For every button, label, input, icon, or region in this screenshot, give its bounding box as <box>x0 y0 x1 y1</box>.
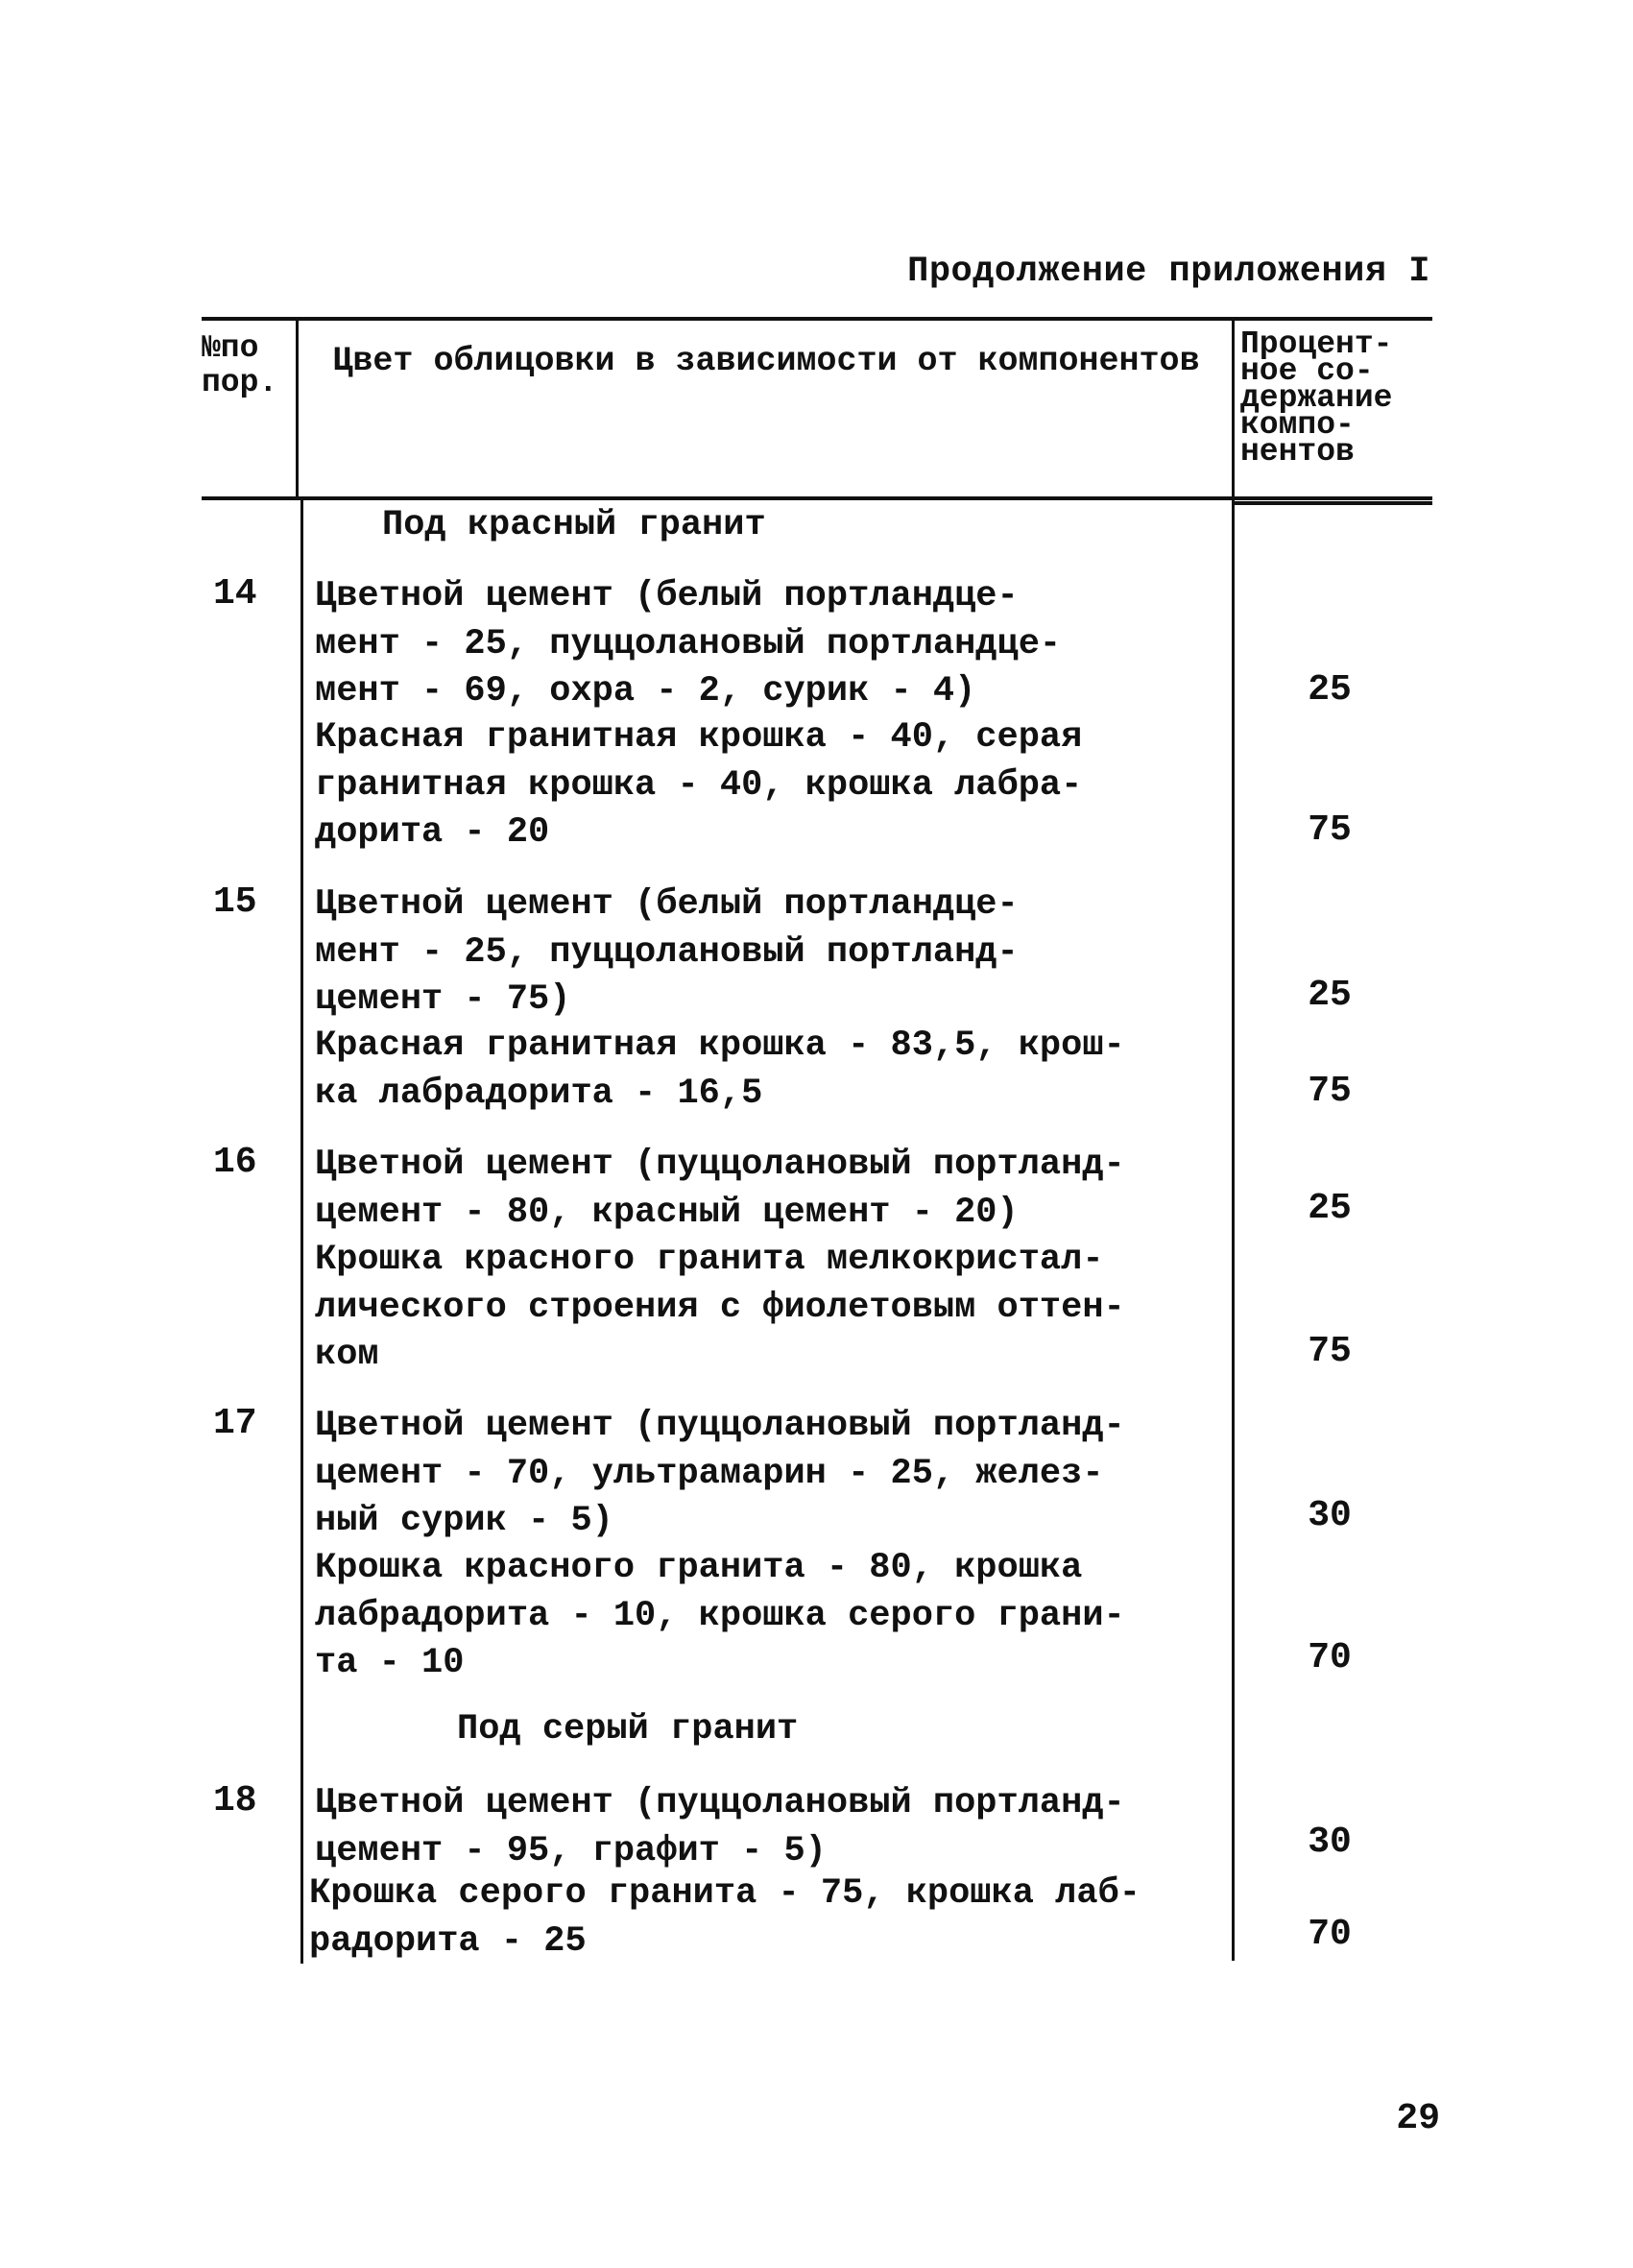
row-number: 18 <box>213 1780 257 1822</box>
row-number: 17 <box>213 1403 257 1444</box>
header-color-column: Цвет облицовки в зависимости от компонентов <box>332 342 1200 380</box>
row-cement-description: Цветной цемент (пуццолановый портланд- цемент - 70, ультрамарин - 25, желез- ный сурик - 5) <box>315 1406 1125 1541</box>
row-cement-description: Цветной цемент (белый портландце- мент - 25, пуццолановый портландце- мент - 69, охра - 2, сурик - 4) <box>315 576 1062 712</box>
row-cement-percent: 25 <box>1308 1188 1352 1229</box>
row-cement-percent: 30 <box>1308 1822 1352 1863</box>
row-aggregate-description: Крошка красного гранита - 80, крошка лабрадорита - 10, крошка серого грани- та - 10 <box>315 1548 1125 1683</box>
column-divider-right <box>1232 319 1235 1961</box>
column-divider-left-body <box>300 499 303 1964</box>
row-cement-description: Цветной цемент (пуццолановый портланд- цемент - 80, красный цемент - 20) <box>315 1145 1125 1233</box>
section-title-red-granite: Под красный гранит <box>382 505 766 545</box>
header-number-column: №по пор. <box>202 330 278 400</box>
row-aggregate-description: Красная гранитная крошка - 83,5, крош- ка лабрадорита - 16,5 <box>315 1025 1125 1114</box>
percent-header-rule <box>1232 501 1432 505</box>
row-aggregate-description: Крошка серого гранита - 75, крошка лаб- радорита - 25 <box>309 1873 1141 1962</box>
continuation-title: Продолжение приложения I <box>907 252 1430 292</box>
row-aggregate-description: Крошка красного гранита мелкокристал- лического строения с фиолетовым оттен- ком <box>315 1240 1125 1375</box>
row-number: 15 <box>213 881 257 923</box>
row-cement-percent: 25 <box>1308 975 1352 1016</box>
header-bottom-rule <box>202 496 1432 500</box>
row-aggregate-percent: 75 <box>1308 1071 1352 1112</box>
row-number: 16 <box>213 1142 257 1183</box>
header-percent-column: Процент-ное со-держание компо-нентов <box>1240 326 1393 470</box>
row-number: 14 <box>213 573 257 615</box>
row-cement-percent: 30 <box>1308 1495 1352 1536</box>
page-number: 29 <box>1396 2098 1440 2139</box>
row-cement-description: Цветной цемент (белый портландце- мент - 25, пуццолановый портланд- цемент - 75) <box>315 884 1019 1020</box>
row-aggregate-description: Красная гранитная крошка - 40, серая гранитная крошка - 40, крошка лабра- дорита - 20 <box>315 717 1083 853</box>
row-aggregate-percent: 75 <box>1308 1331 1352 1372</box>
row-aggregate-percent: 75 <box>1308 809 1352 851</box>
section-title-grey-granite: Под серый гранит <box>457 1709 799 1749</box>
row-aggregate-percent: 70 <box>1308 1914 1352 1955</box>
row-aggregate-percent: 70 <box>1308 1637 1352 1678</box>
row-cement-description: Цветной цемент (пуццолановый портланд- цемент - 95, графит - 5) <box>315 1783 1125 1871</box>
row-cement-percent: 25 <box>1308 669 1352 711</box>
table-top-rule <box>202 317 1432 321</box>
